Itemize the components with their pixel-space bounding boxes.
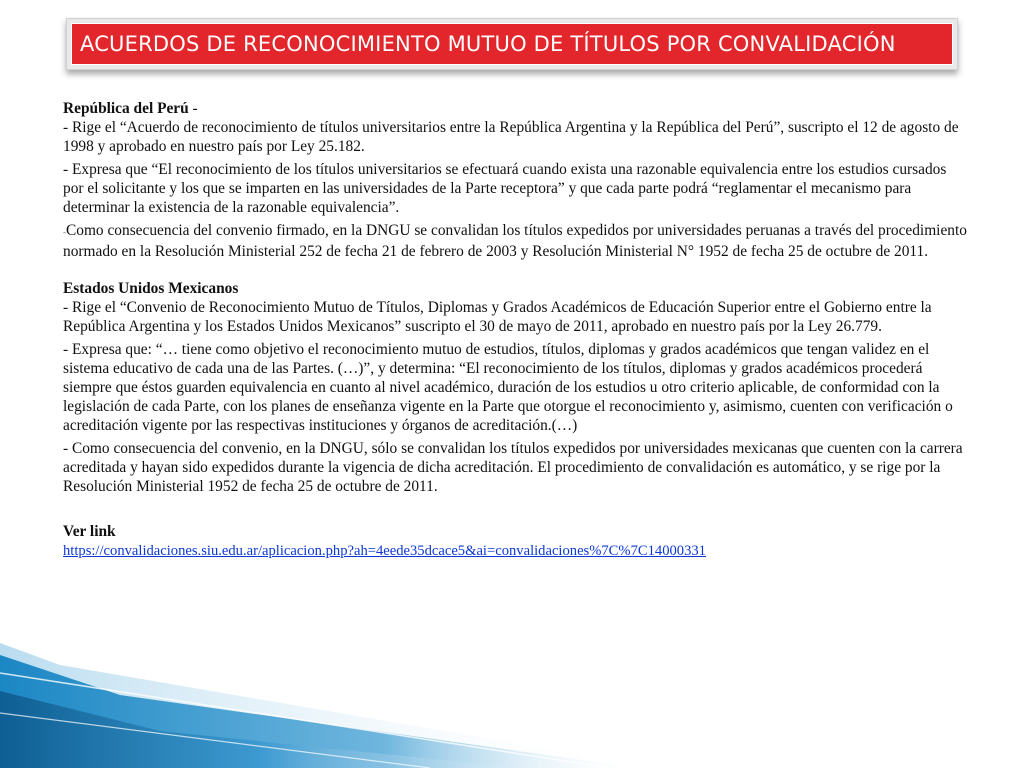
slide-content	[63, 99, 968, 565]
mexico-paragraph-3: - Como consecuencia del convenio, en la DNGU, sólo se convalidan los títulos expedidos por universidades mexicanas que cuenten con la carrera acreditada y hayan sido expedidos durante la vigencia de dicha acreditación. El procedimiento de convalidación es automático, y se rige por la Resolución Ministerial 1952 de fecha 25 de octubre de 2011.	[63, 440, 963, 495]
mexico-heading: Estados Unidos Mexicanos	[63, 280, 239, 297]
title-frame	[66, 18, 958, 70]
peru-heading: República del Perú	[63, 100, 189, 117]
decorative-swoosh	[0, 643, 660, 768]
peru-paragraph-3-dash: -	[63, 227, 66, 237]
peru-heading-suffix: -	[188, 100, 198, 117]
slide-title: ACUERDOS DE RECONOCIMIENTO MUTUO DE TÍTULOS POR CONVALIDACIÓN	[80, 32, 896, 56]
peru-paragraph-2: - Expresa que “El reconocimiento de los títulos universitarios se efectuará cuando exista una razonable equivalencia entre los estudios cursados por el solicitante y los que se imparten en las universidades de la Parte receptora” y que cada parte podrá “reglamentar el mecanismo para determinar la existencia de la razonable equivalencia”.	[63, 161, 947, 216]
title-bar	[71, 23, 953, 65]
ver-link-label: Ver link	[63, 523, 116, 540]
peru-paragraph-3-container	[63, 221, 968, 261]
mexico-paragraph-2: - Expresa que: “… tiene como objetivo el reconocimiento mutuo de estudios, títulos, diplomas y grados académicos que tengan validez en el sistema educativo de cada una de las Partes. (…)”, y determina: “El reconocimiento de los títulos, diplomas y grados académicos procederá siempre que éstos guarden equivalencia en cuanto al nivel académico, duración de los estudios u otro criterio aplicable, de conformidad con la legislación de cada Parte, con los planes de enseñanza vigente en la Parte que otorgue el reconocimiento y, asimismo, cuenten con verificación o acreditación vigente por las respectivas instituciones y órganos de acreditación.(…)	[63, 341, 953, 434]
convalidaciones-link[interactable]: https://convalidaciones.siu.edu.ar/aplicacion.php?ah=4eede35dcace5&ai=convalidaciones%7C%7C14000331	[63, 543, 706, 559]
mexico-paragraph-1: - Rige el “Convenio de Reconocimiento Mutuo de Títulos, Diplomas y Grados Académicos de Educación Superior entre el Gobierno entre la República Argentina y los Estados Unidos Mexicanos” suscripto el 30 de mayo de 2011, aprobado en nuestro país por la Ley 26.779.	[63, 299, 932, 335]
link-section	[63, 522, 968, 561]
peru-paragraph-3: Como consecuencia del convenio firmado, en la DNGU se convalidan los títulos expedidos por universidades peruanas a través del procedimiento normado en la Resolución Ministerial 252 de fecha 21 de febrero de 2003 y Resolución Ministerial N° 1952 de fecha 25 de octubre de 2011.	[63, 222, 967, 260]
peru-paragraph-1: - Rige el “Acuerdo de reconocimiento de títulos universitarios entre la República Argentina y la República del Perú”, suscripto el 12 de agosto de 1998 y aprobado en nuestro país por Ley 25.182.	[63, 119, 959, 155]
peru-section-heading	[63, 99, 968, 156]
mexico-section	[63, 279, 968, 336]
